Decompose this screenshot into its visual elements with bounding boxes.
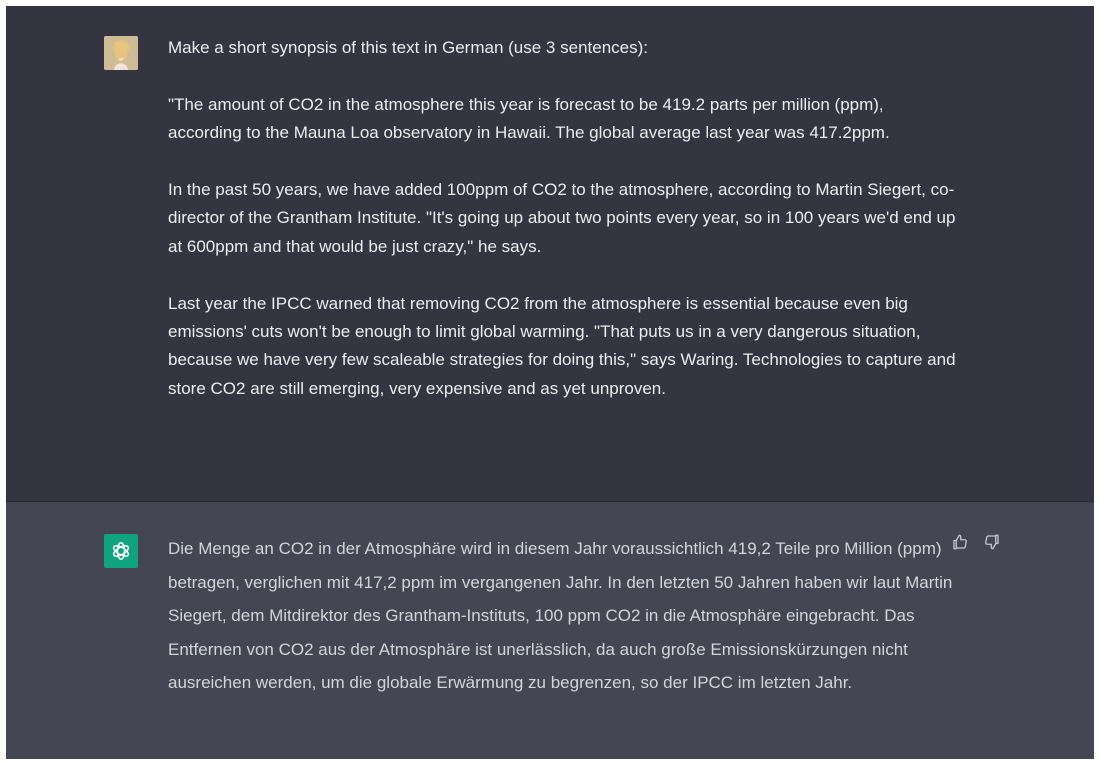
user-paragraph: Last year the IPCC warned that removing CO2 from the atmosphere is essential because even big emissions' cuts won't be enough to limit global warming. "That puts us in a very dangerous situation, because we have very few scaleable strategies for doing this," says Waring. Technologies to capture and store CO2 are still emerging, very expensive and as yet unproven. xyxy=(168,293,956,398)
openai-logo-icon xyxy=(109,539,133,563)
assistant-avatar xyxy=(104,534,138,568)
user-message xyxy=(6,6,1094,502)
feedback-buttons xyxy=(950,532,1002,552)
thumbs-down-icon xyxy=(983,533,1001,551)
user-paragraph: Make a short synopsis of this text in German (use 3 sentences): xyxy=(168,38,648,57)
assistant-message-text: Die Menge an CO2 in der Atmosphäre wird in diesem Jahr voraussichtlich 419,2 Teile pro Million (ppm) betragen, verglichen mit 417,2 ppm im vergangenen Jahr. In den letzten 50 Jahren haben wir laut Martin Siegert, dem Mitdirektor des Grantham-Instituts, 100 ppm CO2 in die Atmosphäre eingebracht. Das Entfernen von CO2 aus der Atmosphäre ist unerlässlich, da auch große Emissionskürzungen nicht ausreichen werden, um die globale Erwärmung zu begrenzen, so der IPCC im letzten Jahr. xyxy=(168,539,953,693)
thumbs-up-icon xyxy=(951,533,969,551)
user-avatar xyxy=(104,36,138,70)
user-paragraph: "The amount of CO2 in the atmosphere this year is forecast to be 419.2 parts per million (ppm), according to the Mauna Loa observatory in Hawaii. The global average last year was 417.2ppm. xyxy=(168,94,890,143)
assistant-message xyxy=(6,502,1094,759)
user-paragraph: In the past 50 years, we have added 100ppm of CO2 to the atmosphere, according to Martin Siegert, co-director of the Grantham Institute. "It's going up about two points every year, so in 100 years we'd end up at 600ppm and that would be just crazy," he says. xyxy=(168,180,956,256)
thumbs-down-button[interactable] xyxy=(982,532,1002,552)
thumbs-up-button[interactable] xyxy=(950,532,970,552)
user-message-text xyxy=(168,34,958,403)
user-avatar-image xyxy=(104,36,138,70)
chat-window xyxy=(6,6,1094,759)
